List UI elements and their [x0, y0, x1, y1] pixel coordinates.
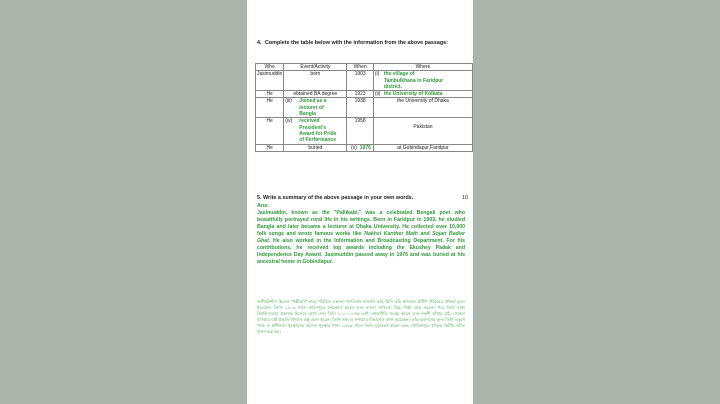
question-4-number: 4.: [257, 40, 262, 46]
question-5: [257, 195, 468, 202]
filled-answer: the village of Tambulkhana in Faridpur district.: [383, 71, 444, 90]
cell-where: [373, 91, 472, 98]
table-row: [256, 71, 473, 91]
work-title-2: Sojan Badiar Ghat: [257, 231, 465, 245]
cell-who: He: [256, 91, 284, 98]
question-4-text: Complete the table below with the information from the above passage:: [265, 40, 449, 46]
cell-event: [284, 118, 347, 144]
filled-answer: Joined as a lecturer of Bangla: [299, 98, 327, 118]
question-5-text: Write a summary of the above passage in your own words.: [263, 195, 414, 201]
header-event: Event/Activity: [284, 64, 347, 71]
blank-marker: (v): [350, 144, 357, 151]
filled-answer: 1976: [359, 144, 371, 151]
cell-where: the University of Dhaka: [373, 98, 472, 118]
answer-label: Ans:: [257, 203, 269, 209]
cell-when: 1903: [347, 71, 374, 91]
header-who: Who: [256, 64, 284, 71]
cell-when: 1938: [347, 98, 374, 118]
cell-who: He: [256, 144, 284, 151]
table-row: [256, 91, 473, 98]
cell-event: [284, 98, 347, 118]
answer-conjunction: and: [417, 231, 433, 238]
table-header-row: [256, 64, 473, 71]
header-where: Where: [373, 64, 472, 71]
cell-event: obtained BA degree: [284, 91, 347, 98]
cell-who: He: [256, 98, 284, 118]
work-title-1: Nakhsi Kanther Math: [364, 231, 418, 238]
blank-marker: (iii): [285, 98, 292, 105]
blank-marker: (ii): [374, 91, 381, 98]
cell-when: [347, 144, 374, 151]
document-page: [247, 0, 473, 404]
table-row: [256, 98, 473, 118]
cell-when: 1958: [347, 118, 374, 144]
blank-marker: (iv): [285, 118, 293, 125]
cell-event: buried: [284, 144, 347, 151]
filled-answer: the University of Kolkata: [383, 91, 443, 98]
info-table: [255, 63, 473, 152]
answer-paragraph: [257, 210, 465, 266]
question-5-marks: 10: [462, 195, 468, 201]
bangla-translation: জসীমউদ্দীন ছিলেন "পল্লীকবি" নামে পরিচিত একজন খ্যাতিমান বাঙালি কবি, যিনি তাঁর কবিতায় গ্রামীণ জীবনের সৌন্দর্য তুলে ধরেছেন। তিনি ১৯০৩ সালে ফরিদপুরে জন্মগ্রহণ করেন এবং বাংলা সাহিত্যে উচ্চ শিক্ষা লাভ করেন। পরে তিনি ঢাকা বিশ্ববিদ্যালয়ে প্রভাষক হিসেবে যোগ দেন। তিনি ১০,০০০-এর বেশি লোকগীতি সংগ্রহ করেন এবং নকশী কাঁথার মাঠ, সোজন বাদিয়ার ঘাট প্রভৃতি বিখ্যাত গ্রন্থ রচনা করেন। তিনি তথ্য ও সম্প্রচার বিভাগেও কাজ করেছেন। তাঁর অবদানের জন্য তিনি একুশে পদক ও স্বাধীনতা পুরস্কারসহ অনেক পুরস্কার পান। ১৯৭৬ সালে তিনি মৃত্যুবরণ করেন এবং গোবিন্দপুরে পৈতৃক ভিটায় তাঁকে দাফন করা হয়।: [257, 299, 465, 334]
table-row: [256, 118, 473, 144]
cell-where: Pakistan: [373, 118, 472, 144]
blank-marker: (i): [374, 71, 380, 78]
cell-when: 1923: [347, 91, 374, 98]
cell-who: He: [256, 118, 284, 144]
cell-where: [373, 71, 472, 91]
filled-answer: received President's Award for Pride of Performance: [299, 118, 337, 144]
question-4: [257, 40, 465, 47]
cell-where: at Gobindapur,Faridpur: [373, 144, 472, 151]
answer-text-part-1: Jasimuddin, known as the "Pallikabi," was a celebrated Bengali poet who beautifully portrayed rural life in his writings. Born in Faridpur in 1903, he studied Bangla and later became a lecturer at Dhaka University. He collected over 10,000 folk songs and wrote famous works like: [257, 210, 465, 238]
table-row: [256, 144, 473, 151]
question-5-number: 5.: [257, 195, 262, 201]
cell-who: Jasimuddin: [256, 71, 284, 91]
header-when: When: [347, 64, 374, 71]
answer-text-part-2: . He also worked in the Information and Broadcasting Department. For his contributions, he received top awards including the Ekushey Padak and Independence Day Award. Jasimuddin passed away in 1976 and was buried at his ancestral home in Gobindapur.: [257, 238, 465, 266]
cell-event: born: [284, 71, 347, 91]
